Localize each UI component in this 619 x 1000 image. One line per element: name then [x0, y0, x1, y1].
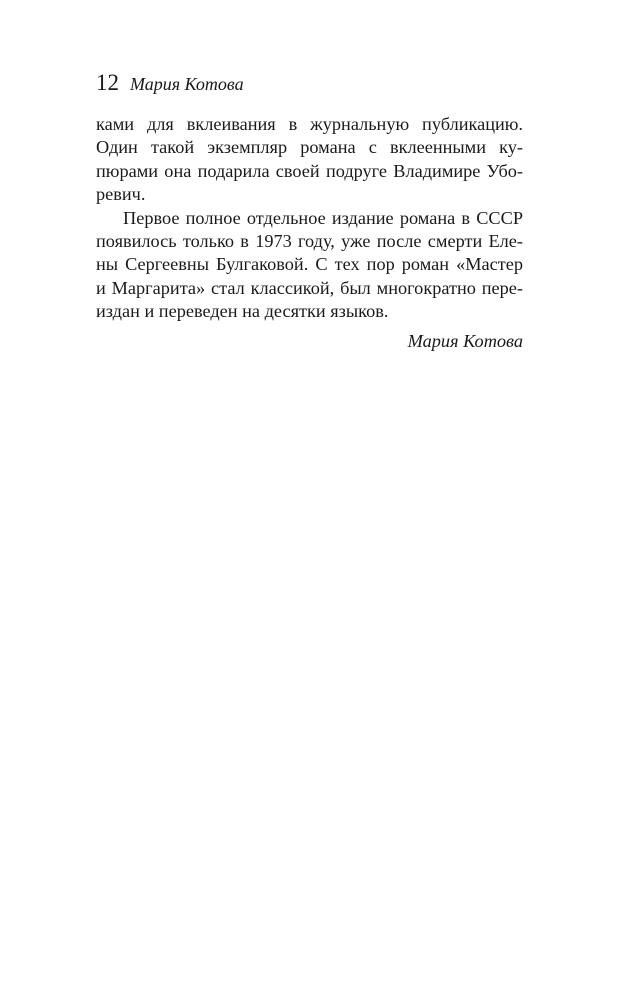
text-line: ны Сергеевны Булгаковой. С тех пор роман «Мастер [96, 254, 523, 275]
text-line: и Маргарита» стал классикой, был многократно пере- [96, 277, 523, 298]
text-line: ревич. [96, 184, 146, 205]
text-line: Один такой экземпляр романа с вклеенными ку- [96, 137, 523, 158]
text-line: издан и переведен на десятки языков. [96, 301, 389, 322]
text-line: пюрами она подарила своей подруге Владимире Убо- [96, 160, 523, 181]
text-line: Первое полное отдельное издание романа в СССР [123, 207, 523, 228]
page-number: 12 [96, 70, 119, 95]
running-head [96, 70, 244, 104]
paragraph-2 [96, 207, 523, 324]
body-text [96, 113, 523, 324]
author-signature: Мария Котова [407, 331, 523, 351]
paragraph-1 [96, 113, 523, 207]
text-line: ками для вклеивания в журнальную публикацию. [96, 114, 523, 134]
running-head-author: Мария Котова [130, 74, 244, 94]
text-line: появилось только в 1973 году, уже после смерти Еле- [96, 230, 523, 251]
